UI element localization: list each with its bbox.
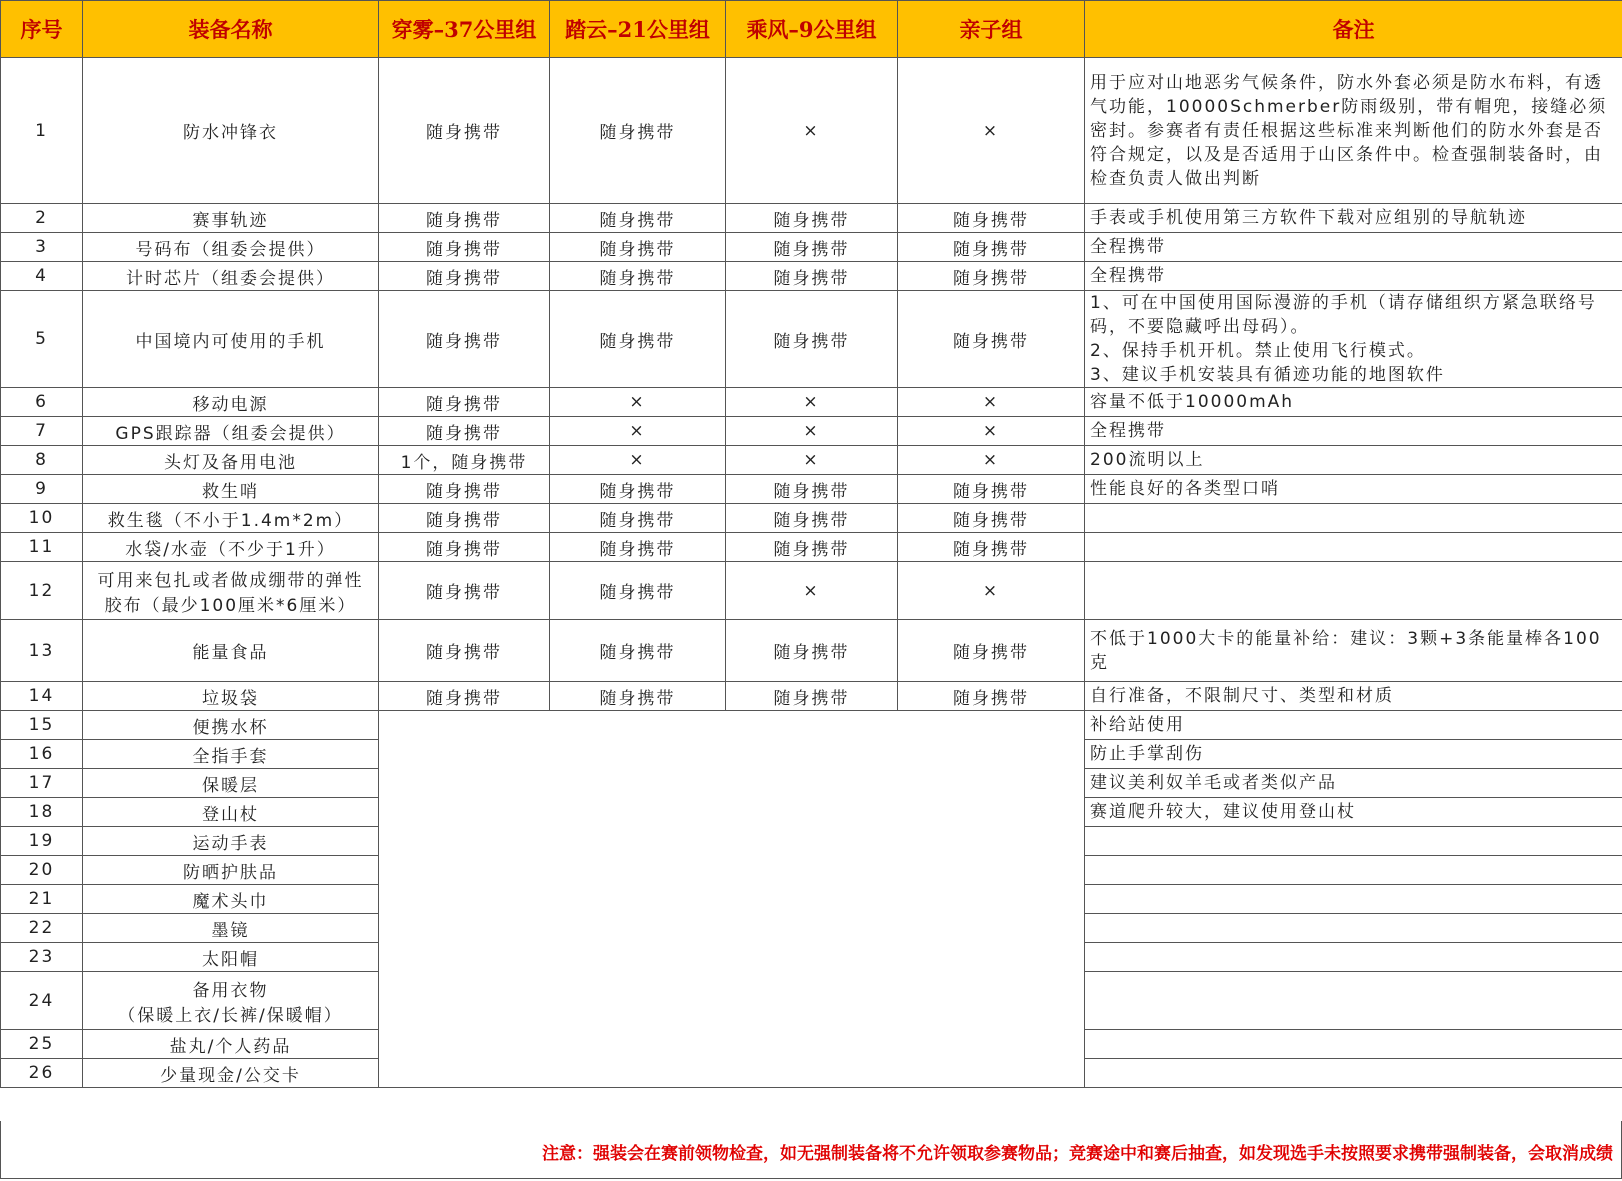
row-name-line: 胶布（最少100厘米*6厘米） <box>104 595 357 616</box>
header-name: 装备名称 <box>83 1 379 58</box>
row-37km: 随身携带 <box>379 417 550 446</box>
row-9km: 随身携带 <box>726 291 898 388</box>
header-row <box>1 1 1622 58</box>
row-no: 10 <box>1 504 83 533</box>
row-name: 计时芯片（组委会提供） <box>83 262 379 291</box>
row-name: 号码布（组委会提供） <box>83 233 379 262</box>
row-21km: × <box>550 417 726 446</box>
row-family: × <box>898 58 1085 204</box>
row-note: 补给站使用 <box>1085 711 1622 740</box>
row-name-line: 可用来包扎或者做成绷带的弹性 <box>97 570 364 591</box>
row-name: 救生哨 <box>83 475 379 504</box>
row-note: 防止手掌刮伤 <box>1085 740 1622 769</box>
row-37km: 随身携带 <box>379 682 550 711</box>
row-name: 移动电源 <box>83 388 379 417</box>
row-37km: 随身携带 <box>379 504 550 533</box>
table-row <box>1 446 1622 475</box>
row-no: 19 <box>1 827 83 856</box>
row-no: 8 <box>1 446 83 475</box>
row-9km: × <box>726 562 898 620</box>
row-name: 中国境内可使用的手机 <box>83 291 379 388</box>
row-family: × <box>898 417 1085 446</box>
row-21km: 随身携带 <box>550 204 726 233</box>
row-family: 随身携带 <box>898 204 1085 233</box>
row-name: 太阳帽 <box>83 943 379 972</box>
row-no: 16 <box>1 740 83 769</box>
row-no: 20 <box>1 856 83 885</box>
row-9km: 随身携带 <box>726 620 898 682</box>
row-21km: 随身携带 <box>550 291 726 388</box>
row-family: 随身携带 <box>898 504 1085 533</box>
row-37km: 随身携带 <box>379 475 550 504</box>
header-no: 序号 <box>1 1 83 58</box>
row-family: 随身携带 <box>898 682 1085 711</box>
header-37km: 穿雾–37公里组 <box>379 1 550 58</box>
table-row <box>1 233 1622 262</box>
row-no: 26 <box>1 1059 83 1088</box>
row-name-line: （保暖上衣/长裤/保暖帽） <box>118 1005 343 1026</box>
optional-blank-area <box>379 711 1085 1088</box>
row-no: 22 <box>1 914 83 943</box>
row-no: 12 <box>1 562 83 620</box>
header-family: 亲子组 <box>898 1 1085 58</box>
row-no: 3 <box>1 233 83 262</box>
row-name: 救生毯（不小于1.4m*2m） <box>83 504 379 533</box>
row-21km: 随身携带 <box>550 233 726 262</box>
row-note: 赛道爬升较大，建议使用登山杖 <box>1085 798 1622 827</box>
table-row <box>1 504 1622 533</box>
row-note-line: 1、可在中国使用国际漫游的手机（请存储组织方紧急联络号码，不要隐藏呼出母码）。 <box>1090 293 1597 337</box>
row-37km: 随身携带 <box>379 262 550 291</box>
row-note-line: 3、建议手机安装具有循迹功能的地图软件 <box>1090 365 1445 385</box>
row-name: 能量食品 <box>83 620 379 682</box>
row-note: 不低于1000大卡的能量补给：建议：3颗+3条能量棒各100克 <box>1085 620 1622 682</box>
row-name: 头灯及备用电池 <box>83 446 379 475</box>
row-name: 保暖层 <box>83 769 379 798</box>
row-note: 容量不低于10000mAh <box>1085 388 1622 417</box>
row-note: 性能良好的各类型口哨 <box>1085 475 1622 504</box>
row-name <box>83 562 379 620</box>
row-21km: × <box>550 388 726 417</box>
row-9km: × <box>726 417 898 446</box>
row-note <box>1085 827 1622 856</box>
row-37km: 随身携带 <box>379 388 550 417</box>
row-note <box>1085 943 1622 972</box>
row-note <box>1085 533 1622 562</box>
row-family: 随身携带 <box>898 233 1085 262</box>
row-9km: 随身携带 <box>726 475 898 504</box>
row-37km: 随身携带 <box>379 533 550 562</box>
row-note: 建议美利奴羊毛或者类似产品 <box>1085 769 1622 798</box>
row-37km: 随身携带 <box>379 233 550 262</box>
row-21km: × <box>550 446 726 475</box>
row-name: 盐丸/个人药品 <box>83 1030 379 1059</box>
row-9km: × <box>726 446 898 475</box>
row-name: 便携水杯 <box>83 711 379 740</box>
table-row <box>1 291 1622 388</box>
row-37km: 随身携带 <box>379 204 550 233</box>
row-9km: 随身携带 <box>726 262 898 291</box>
row-note <box>1085 972 1622 1030</box>
row-family: 随身携带 <box>898 475 1085 504</box>
row-name: 运动手表 <box>83 827 379 856</box>
row-no: 25 <box>1 1030 83 1059</box>
row-note: 全程携带 <box>1085 262 1622 291</box>
row-21km: 随身携带 <box>550 58 726 204</box>
row-note <box>1085 1059 1622 1088</box>
row-no: 23 <box>1 943 83 972</box>
row-name: 墨镜 <box>83 914 379 943</box>
row-family: 随身携带 <box>898 533 1085 562</box>
row-37km: 随身携带 <box>379 291 550 388</box>
row-no: 2 <box>1 204 83 233</box>
row-note <box>1085 885 1622 914</box>
table-row <box>1 475 1622 504</box>
row-9km: × <box>726 58 898 204</box>
row-name: GPS跟踪器（组委会提供） <box>83 417 379 446</box>
header-9km: 乘风–9公里组 <box>726 1 898 58</box>
table-row <box>1 562 1622 620</box>
row-no: 9 <box>1 475 83 504</box>
row-37km: 1个，随身携带 <box>379 446 550 475</box>
row-note-line: 2、保持手机开机。禁止使用飞行模式。 <box>1090 341 1426 361</box>
row-note: 全程携带 <box>1085 233 1622 262</box>
notice-box <box>0 1121 1622 1179</box>
row-no: 17 <box>1 769 83 798</box>
row-name: 防水冲锋衣 <box>83 58 379 204</box>
row-37km: 随身携带 <box>379 58 550 204</box>
row-family: 随身携带 <box>898 291 1085 388</box>
row-no: 7 <box>1 417 83 446</box>
row-no: 5 <box>1 291 83 388</box>
header-note: 备注 <box>1085 1 1622 58</box>
row-note <box>1085 1030 1622 1059</box>
row-family: 随身携带 <box>898 620 1085 682</box>
row-no: 18 <box>1 798 83 827</box>
row-no: 6 <box>1 388 83 417</box>
row-9km: 随身携带 <box>726 504 898 533</box>
row-no: 14 <box>1 682 83 711</box>
table-row <box>1 620 1622 682</box>
row-21km: 随身携带 <box>550 533 726 562</box>
table-row <box>1 682 1622 711</box>
row-name: 防晒护肤品 <box>83 856 379 885</box>
row-no: 11 <box>1 533 83 562</box>
row-family: × <box>898 446 1085 475</box>
row-21km: 随身携带 <box>550 682 726 711</box>
row-note <box>1085 562 1622 620</box>
row-21km: 随身携带 <box>550 504 726 533</box>
row-21km: 随身携带 <box>550 620 726 682</box>
row-name-line: 备用衣物 <box>192 980 269 1001</box>
table-row <box>1 262 1622 291</box>
row-note: 自行准备，不限制尺寸、类型和材质 <box>1085 682 1622 711</box>
row-name: 垃圾袋 <box>83 682 379 711</box>
row-21km: 随身携带 <box>550 262 726 291</box>
row-note <box>1085 856 1622 885</box>
row-9km: 随身携带 <box>726 204 898 233</box>
row-9km: 随身携带 <box>726 682 898 711</box>
row-family: × <box>898 562 1085 620</box>
row-name: 魔术头巾 <box>83 885 379 914</box>
row-9km: 随身携带 <box>726 533 898 562</box>
row-21km: 随身携带 <box>550 562 726 620</box>
row-no: 24 <box>1 972 83 1030</box>
row-name: 全指手套 <box>83 740 379 769</box>
row-note <box>1085 504 1622 533</box>
row-note <box>1085 914 1622 943</box>
row-no: 4 <box>1 262 83 291</box>
row-note: 手表或手机使用第三方软件下载对应组别的导航轨迹 <box>1085 204 1622 233</box>
row-name: 少量现金/公交卡 <box>83 1059 379 1088</box>
table-row <box>1 204 1622 233</box>
table-row <box>1 533 1622 562</box>
table-row <box>1 58 1622 204</box>
row-family: × <box>898 388 1085 417</box>
table-row <box>1 388 1622 417</box>
row-name <box>83 972 379 1030</box>
table-row <box>1 711 1622 740</box>
row-9km: 随身携带 <box>726 233 898 262</box>
row-no: 15 <box>1 711 83 740</box>
row-note <box>1085 291 1622 388</box>
row-name: 登山杖 <box>83 798 379 827</box>
row-37km: 随身携带 <box>379 562 550 620</box>
notice-text: 注意：强装会在赛前领物检查，如无强制装备将不允许领取参赛物品；竞赛途中和赛后抽查，如发现选手未按照要求携带强制装备，会取消成绩 <box>542 1144 1613 1164</box>
row-no: 1 <box>1 58 83 204</box>
row-name: 赛事轨迹 <box>83 204 379 233</box>
row-note: 全程携带 <box>1085 417 1622 446</box>
header-21km: 踏云–21公里组 <box>550 1 726 58</box>
row-21km: 随身携带 <box>550 475 726 504</box>
row-no: 13 <box>1 620 83 682</box>
row-name: 水袋/水壶（不少于1升） <box>83 533 379 562</box>
row-no: 21 <box>1 885 83 914</box>
row-note: 用于应对山地恶劣气候条件，防水外套必须是防水布料，有透气功能，10000Schmerber防雨级别，带有帽兜，接缝必须密封。参赛者有责任根据这些标准来判断他们的防水外套是否符合规定，以及是否适用于山区条件中。检查强制装备时，由检查负责人做出判断 <box>1085 58 1622 204</box>
row-note: 200流明以上 <box>1085 446 1622 475</box>
row-9km: × <box>726 388 898 417</box>
row-family: 随身携带 <box>898 262 1085 291</box>
row-37km: 随身携带 <box>379 620 550 682</box>
table-row <box>1 417 1622 446</box>
